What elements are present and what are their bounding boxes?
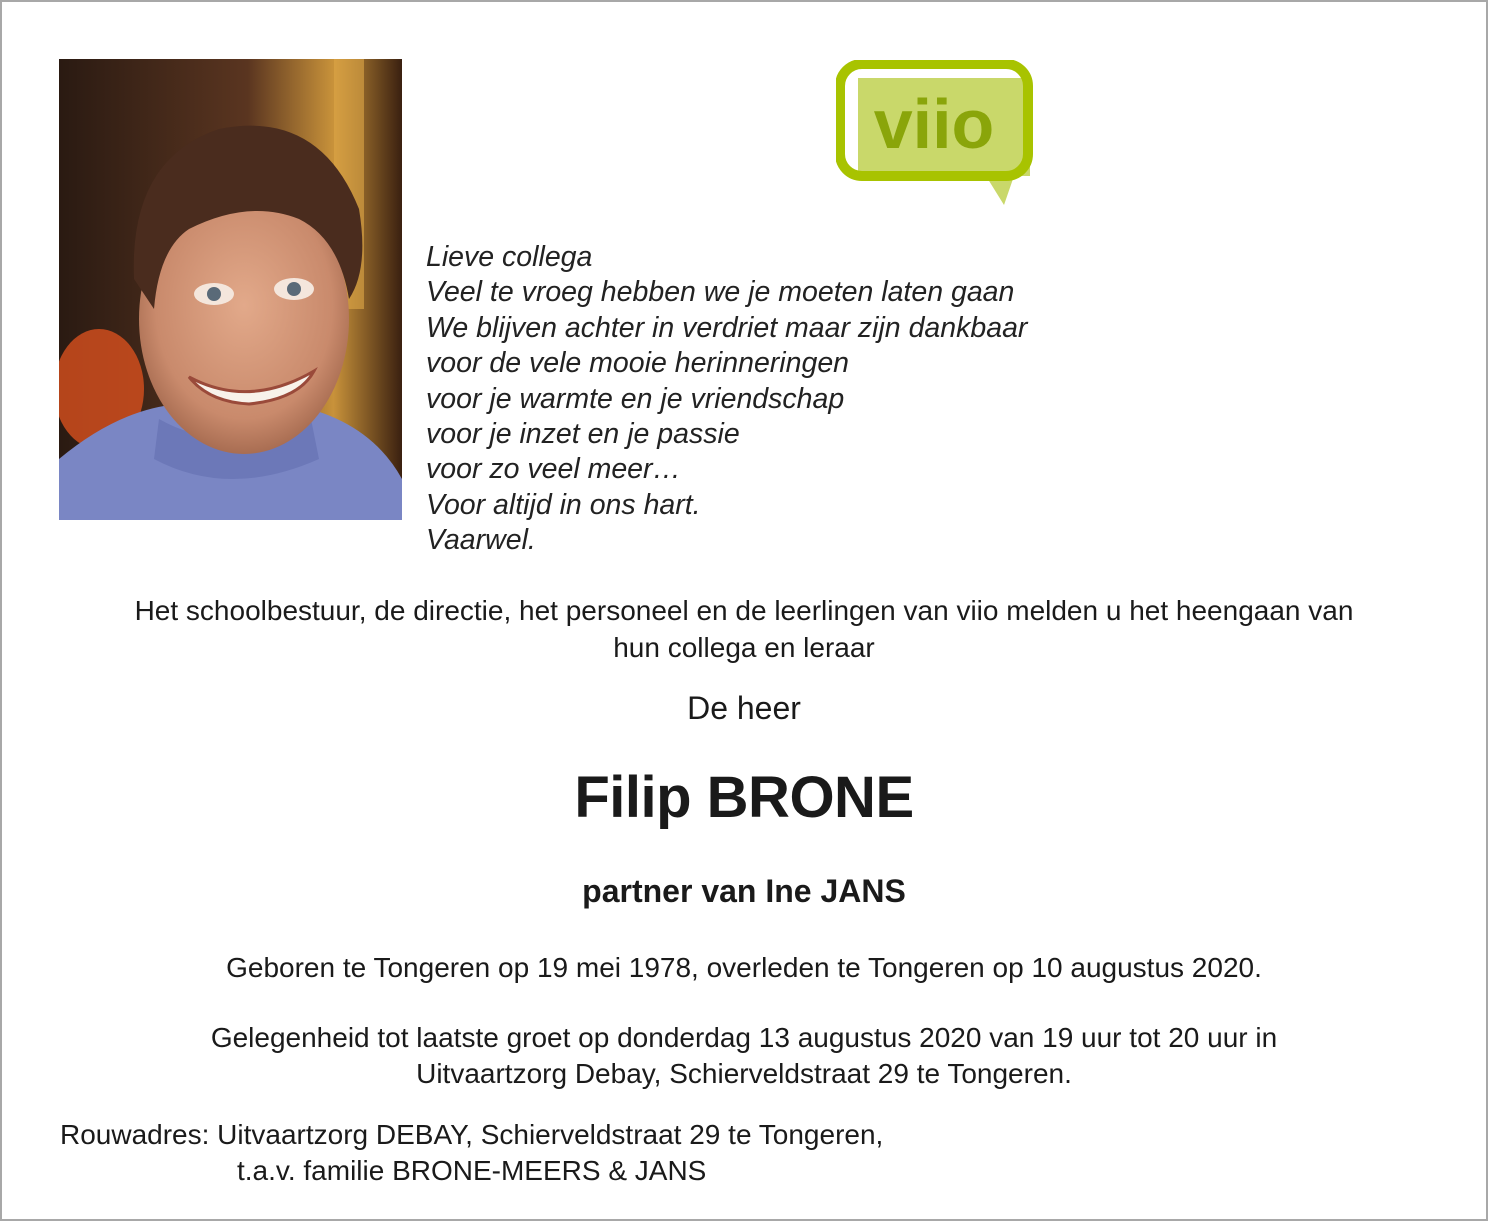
logo-text: viio <box>873 85 995 163</box>
address-line-1: Rouwadres: Uitvaartzorg DEBAY, Schierveldstraat 29 te Tongeren, <box>60 1119 884 1150</box>
poem-line: Vaarwel. <box>426 524 536 557</box>
poem-line: voor de vele mooie herinneringen <box>426 347 850 380</box>
visitation-line-2: Uitvaartzorg Debay, Schierveldstraat 29 te Tongeren. <box>416 1058 1072 1089</box>
poem-line: Voor altijd in ons hart. <box>426 488 701 521</box>
mourning-address <box>60 1117 883 1189</box>
poem <box>426 240 1027 559</box>
deceased-name: Filip BRONE <box>574 765 914 830</box>
birth-death-line: Geboren te Tongeren op 19 mei 1978, overleden te Tongeren op 10 augustus 2020. <box>226 952 1262 983</box>
address-line-2: t.a.v. familie BRONE-MEERS & JANS <box>237 1155 707 1186</box>
poem-line: voor je warmte en je vriendschap <box>426 382 845 415</box>
poem-line: voor je inzet en je passie <box>426 418 740 451</box>
poem-line: voor zo veel meer… <box>426 453 682 486</box>
visitation-info <box>0 1020 1488 1092</box>
viio-logo <box>836 60 1036 210</box>
honorific: De heer <box>687 690 801 726</box>
poem-line: Veel te vroeg hebben we je moeten laten gaan <box>426 276 1015 309</box>
visitation-line-1: Gelegenheid tot laatste groet op donderdag 13 augustus 2020 van 19 uur tot 20 uur in <box>210 1022 1278 1053</box>
intro-line-1: Het schoolbestuur, de directie, het personeel en de leerlingen van viio melden u het heengaan van <box>134 595 1354 626</box>
intro-line-2: hun collega en leraar <box>613 632 875 663</box>
portrait-illustration <box>59 59 402 520</box>
poem-line: Lieve collega <box>426 241 593 273</box>
announcement-intro <box>0 592 1488 666</box>
viio-logo-mark <box>836 60 1036 210</box>
portrait-photo <box>59 59 402 520</box>
partner-line: partner van Ine JANS <box>582 873 906 909</box>
poem-line: We blijven achter in verdriet maar zijn dankbaar <box>426 311 1028 344</box>
